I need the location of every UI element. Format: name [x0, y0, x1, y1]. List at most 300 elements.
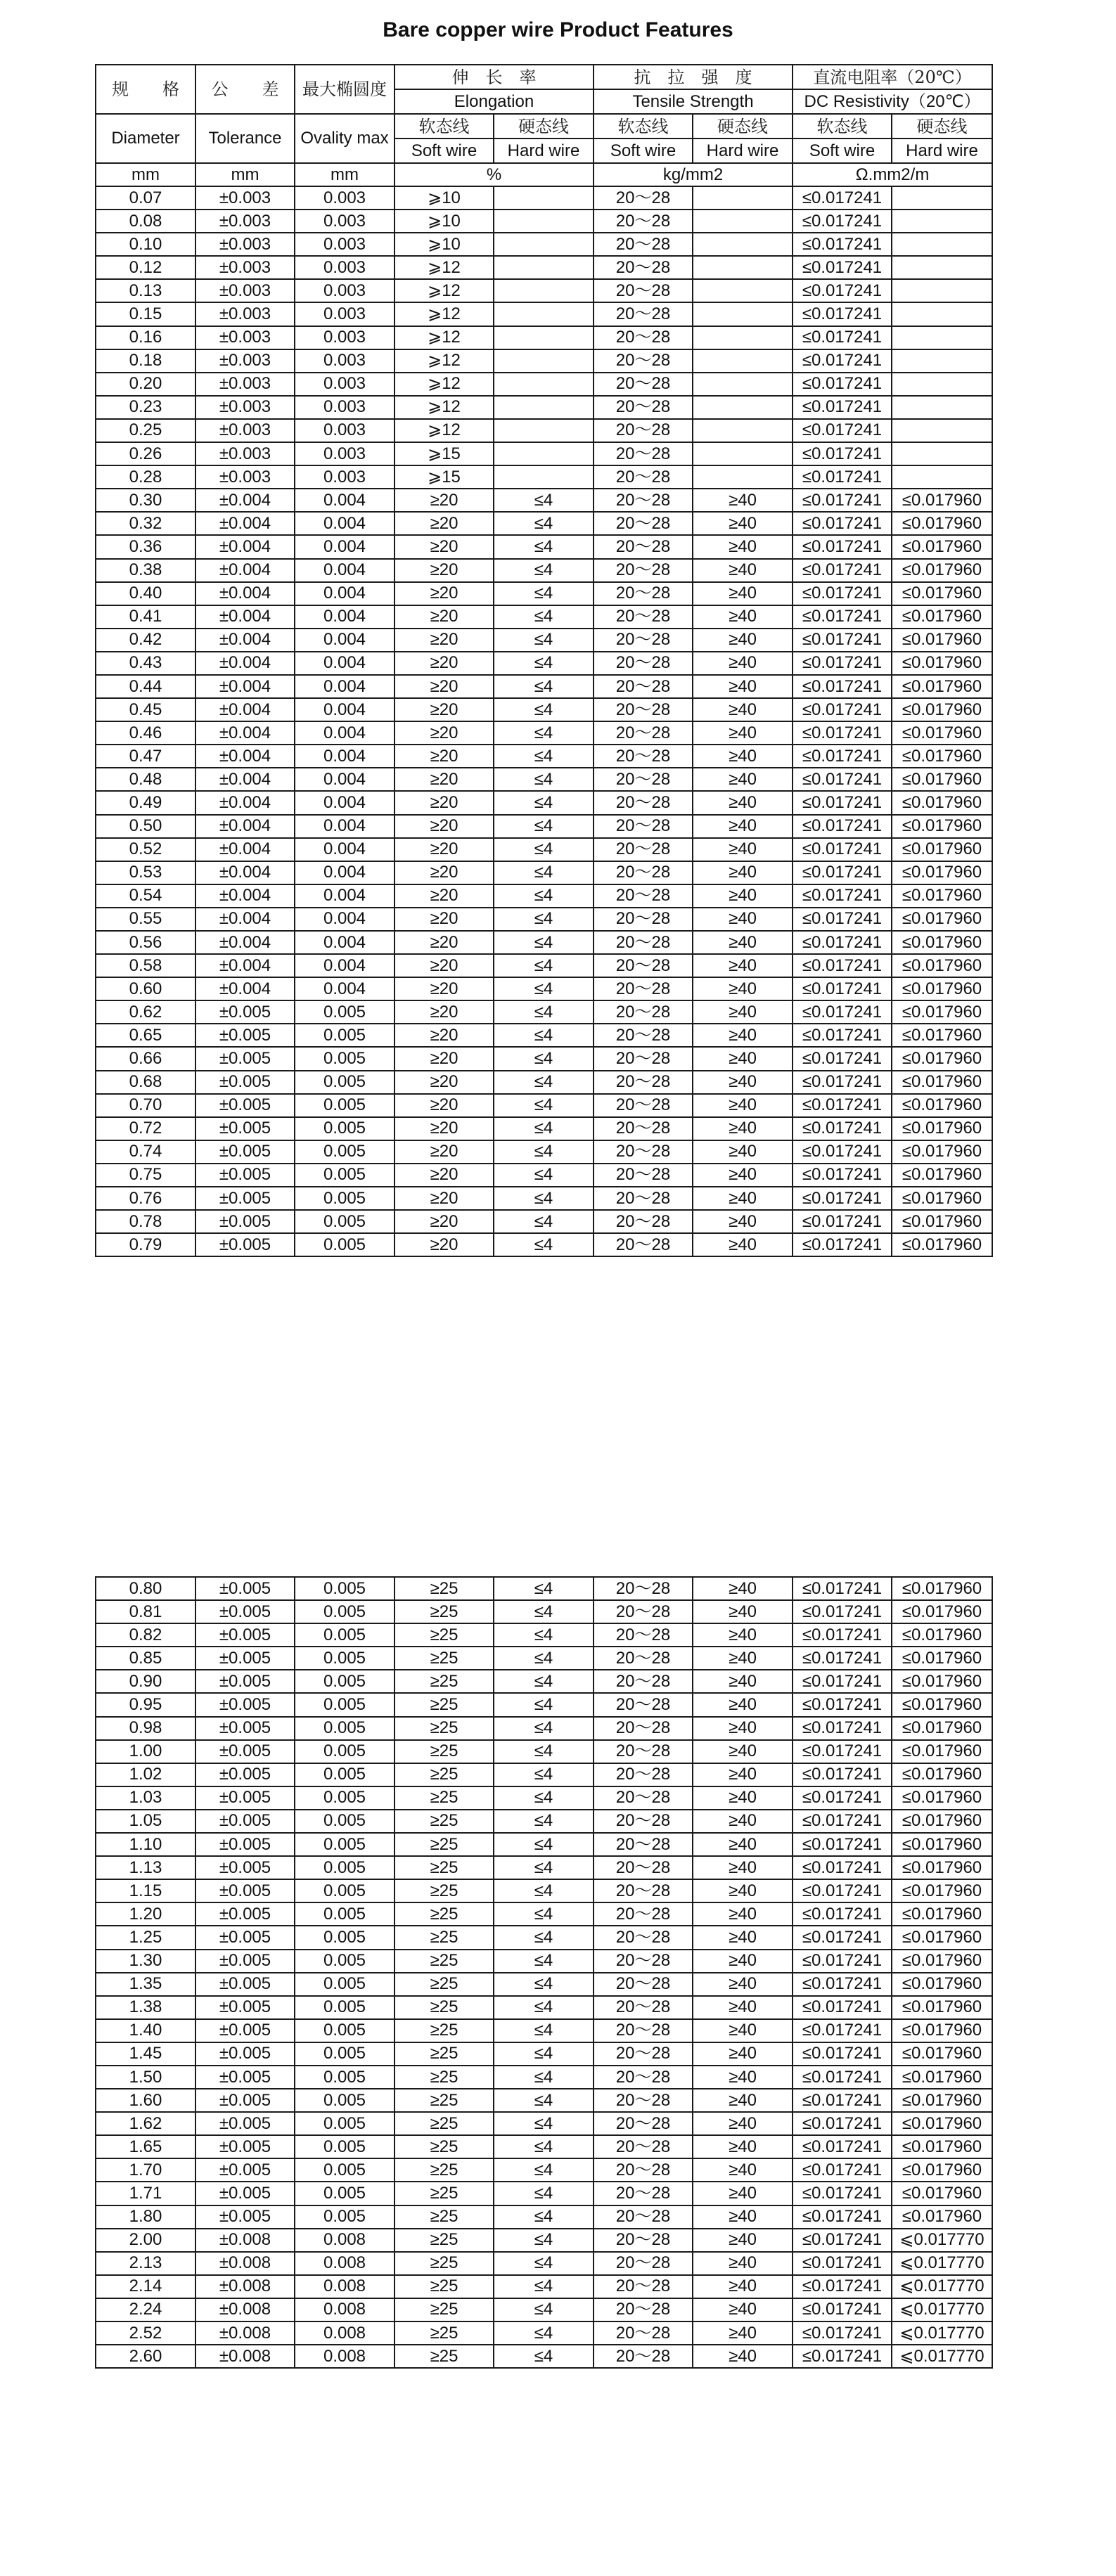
cell-tensile-soft: 20～28 [594, 721, 693, 745]
cell-ovality: 0.004 [295, 977, 395, 1000]
cell-diameter: 1.05 [96, 1810, 195, 1833]
cell-elongation-hard: ≤4 [494, 838, 594, 861]
cell-tolerance: ±0.004 [195, 954, 295, 977]
table-row [96, 1117, 992, 1140]
cell-tensile-hard [693, 326, 793, 349]
cell-resistivity-hard: ≤0.017960 [892, 1973, 992, 1996]
cell-elongation-soft: ≥20 [395, 1094, 494, 1117]
cell-tensile-soft: 20～28 [594, 1973, 693, 1996]
cell-tolerance: ±0.004 [195, 908, 295, 931]
cell-elongation-soft: ≥25 [395, 2252, 494, 2275]
cell-tensile-soft: 20～28 [594, 2112, 693, 2135]
cell-resistivity-hard: ≤0.017960 [892, 791, 992, 814]
cell-tensile-hard: ≥40 [693, 582, 793, 605]
header-elongation-soft-en: Soft wire [395, 139, 494, 163]
cell-ovality: 0.004 [295, 559, 395, 582]
cell-tensile-soft: 20～28 [594, 2275, 693, 2298]
cell-elongation-soft: ⩾15 [395, 465, 494, 489]
cell-elongation-soft: ≥25 [395, 2182, 494, 2205]
cell-resistivity-hard: ≤0.017960 [892, 908, 992, 931]
cell-resistivity-soft: ≤0.017241 [793, 1600, 892, 1623]
cell-resistivity-soft: ≤0.017241 [793, 1140, 892, 1164]
cell-tensile-soft: 20～28 [594, 698, 693, 721]
cell-elongation-hard: ≤4 [494, 2252, 594, 2275]
cell-elongation-soft: ≥20 [395, 1117, 494, 1140]
cell-tensile-soft: 20～28 [594, 2066, 693, 2089]
header-ovality-zh: 最大椭圆度 [295, 65, 395, 114]
cell-ovality: 0.004 [295, 861, 395, 884]
cell-tensile-hard [693, 442, 793, 465]
cell-tolerance: ±0.003 [195, 256, 295, 279]
cell-elongation-hard: ≤4 [494, 535, 594, 558]
cell-tensile-soft: 20～28 [594, 629, 693, 652]
table-row [96, 2205, 992, 2229]
cell-resistivity-hard: ≤0.017960 [892, 721, 992, 745]
cell-ovality: 0.005 [295, 1164, 395, 1187]
table-row [96, 2321, 992, 2345]
cell-elongation-hard: ≤4 [494, 1926, 594, 1949]
cell-tolerance: ±0.004 [195, 791, 295, 814]
cell-diameter: 0.55 [96, 908, 195, 931]
cell-elongation-hard: ≤4 [494, 2042, 594, 2066]
cell-elongation-soft: ≥25 [395, 1740, 494, 1763]
cell-tensile-hard: ≥40 [693, 1210, 793, 1233]
cell-resistivity-soft: ≤0.017241 [793, 2229, 892, 2252]
cell-elongation-hard [494, 373, 594, 396]
cell-elongation-hard: ≤4 [494, 559, 594, 582]
cell-ovality: 0.004 [295, 535, 395, 558]
cell-ovality: 0.005 [295, 1740, 395, 1763]
cell-ovality: 0.004 [295, 884, 395, 908]
cell-ovality: 0.004 [295, 512, 395, 535]
cell-resistivity-soft: ≤0.017241 [793, 559, 892, 582]
cell-tensile-hard: ≥40 [693, 1647, 793, 1670]
cell-tolerance: ±0.005 [195, 1210, 295, 1233]
cell-tensile-soft: 20～28 [594, 1187, 693, 1210]
cell-elongation-soft: ≥20 [395, 629, 494, 652]
cell-tensile-hard: ≥40 [693, 1233, 793, 1256]
cell-elongation-soft: ≥20 [395, 535, 494, 558]
cell-resistivity-soft: ≤0.017241 [793, 2089, 892, 2112]
cell-resistivity-hard: ≤0.017960 [892, 1071, 992, 1094]
cell-tensile-hard: ≥40 [693, 908, 793, 931]
cell-tensile-soft: 20～28 [594, 302, 693, 326]
cell-diameter: 0.50 [96, 815, 195, 838]
cell-resistivity-hard: ≤0.017960 [892, 2112, 992, 2135]
cell-diameter: 0.15 [96, 302, 195, 326]
cell-tensile-hard: ≥40 [693, 2112, 793, 2135]
table-row [96, 1926, 992, 1949]
cell-resistivity-soft: ≤0.017241 [793, 1071, 892, 1094]
cell-ovality: 0.004 [295, 954, 395, 977]
cell-ovality: 0.005 [295, 1623, 395, 1647]
cell-elongation-soft: ≥25 [395, 2345, 494, 2368]
cell-tensile-hard: ≥40 [693, 2135, 793, 2158]
cell-tensile-soft: 20～28 [594, 1740, 693, 1763]
cell-tensile-soft: 20～28 [594, 1763, 693, 1786]
table-row [96, 349, 992, 373]
cell-tensile-hard: ≥40 [693, 2298, 793, 2321]
table-row [96, 1810, 992, 1833]
cell-elongation-hard: ≤4 [494, 1996, 594, 2019]
cell-diameter: 1.30 [96, 1950, 195, 1973]
cell-ovality: 0.005 [295, 1810, 395, 1833]
header-elongation-hard-en: Hard wire [494, 139, 594, 163]
cell-tolerance: ±0.004 [195, 535, 295, 558]
cell-ovality: 0.004 [295, 745, 395, 768]
cell-ovality: 0.003 [295, 210, 395, 233]
cell-resistivity-soft: ≤0.017241 [793, 2321, 892, 2345]
cell-resistivity-hard [892, 256, 992, 279]
cell-resistivity-hard: ≤0.017960 [892, 1950, 992, 1973]
cell-tensile-hard: ≥40 [693, 1810, 793, 1833]
cell-elongation-hard: ≤4 [494, 1210, 594, 1233]
cell-diameter: 0.28 [96, 465, 195, 489]
table-row [96, 791, 992, 814]
cell-resistivity-soft: ≤0.017241 [793, 815, 892, 838]
cell-resistivity-hard: ⩽0.017770 [892, 2298, 992, 2321]
cell-ovality: 0.005 [295, 1996, 395, 2019]
cell-elongation-soft: ⩾10 [395, 233, 494, 256]
cell-elongation-soft: ⩾12 [395, 349, 494, 373]
cell-elongation-hard [494, 396, 594, 419]
cell-resistivity-soft: ≤0.017241 [793, 1717, 892, 1740]
cell-tolerance: ±0.003 [195, 442, 295, 465]
cell-ovality: 0.005 [295, 2089, 395, 2112]
cell-tolerance: ±0.005 [195, 2042, 295, 2066]
cell-elongation-hard: ≤4 [494, 1833, 594, 1856]
cell-resistivity-hard: ≤0.017960 [892, 629, 992, 652]
cell-tensile-soft: 20～28 [594, 582, 693, 605]
cell-tensile-soft: 20～28 [594, 1902, 693, 1926]
cell-resistivity-soft: ≤0.017241 [793, 2345, 892, 2368]
cell-tensile-soft: 20～28 [594, 2298, 693, 2321]
cell-elongation-soft: ⩾12 [395, 373, 494, 396]
table-row [96, 2182, 992, 2205]
cell-tensile-soft: 20～28 [594, 419, 693, 442]
cell-tolerance: ±0.005 [195, 1623, 295, 1647]
cell-diameter: 1.38 [96, 1996, 195, 2019]
cell-elongation-soft: ≥25 [395, 1693, 494, 1716]
table-row [96, 582, 992, 605]
cell-ovality: 0.003 [295, 419, 395, 442]
table-row [96, 512, 992, 535]
cell-diameter: 0.90 [96, 1670, 195, 1693]
cell-elongation-hard: ≤4 [494, 2089, 594, 2112]
cell-ovality: 0.005 [295, 1117, 395, 1140]
cell-resistivity-soft: ≤0.017241 [793, 1973, 892, 1996]
cell-ovality: 0.004 [295, 768, 395, 791]
cell-ovality: 0.005 [295, 1786, 395, 1810]
cell-elongation-soft: ≥20 [395, 908, 494, 931]
cell-tensile-hard: ≥40 [693, 1094, 793, 1117]
cell-diameter: 1.15 [96, 1879, 195, 1902]
cell-resistivity-hard [892, 233, 992, 256]
cell-resistivity-hard: ≤0.017960 [892, 1902, 992, 1926]
cell-resistivity-soft: ≤0.017241 [793, 791, 892, 814]
cell-tensile-hard: ≥40 [693, 2252, 793, 2275]
cell-tensile-hard: ≥40 [693, 768, 793, 791]
cell-resistivity-hard: ≤0.017960 [892, 1140, 992, 1164]
cell-tensile-soft: 20～28 [594, 2089, 693, 2112]
cell-diameter: 0.78 [96, 1210, 195, 1233]
cell-elongation-hard: ≤4 [494, 721, 594, 745]
cell-elongation-soft: ⩾12 [395, 326, 494, 349]
cell-tensile-hard [693, 210, 793, 233]
cell-elongation-soft: ≥20 [395, 721, 494, 745]
cell-ovality: 0.008 [295, 2345, 395, 2368]
cell-tolerance: ±0.005 [195, 1647, 295, 1670]
cell-elongation-soft: ≥20 [395, 489, 494, 512]
cell-tensile-soft: 20～28 [594, 535, 693, 558]
cell-elongation-hard: ≤4 [494, 1670, 594, 1693]
cell-tensile-hard: ≥40 [693, 1926, 793, 1949]
cell-resistivity-hard: ⩽0.017770 [892, 2252, 992, 2275]
header-tolerance-zh: 公 差 [195, 65, 295, 114]
cell-diameter: 1.25 [96, 1926, 195, 1949]
cell-resistivity-soft: ≤0.017241 [793, 2112, 892, 2135]
cell-elongation-hard: ≤4 [494, 1600, 594, 1623]
table-row [96, 815, 992, 838]
cell-ovality: 0.005 [295, 2182, 395, 2205]
table-row [96, 2135, 992, 2158]
cell-tensile-hard: ≥40 [693, 1879, 793, 1902]
cell-diameter: 0.54 [96, 884, 195, 908]
cell-tensile-soft: 20～28 [594, 2321, 693, 2345]
table-row [96, 1950, 992, 1973]
cell-diameter: 1.13 [96, 1856, 195, 1879]
cell-tolerance: ±0.004 [195, 721, 295, 745]
cell-tensile-soft: 20～28 [594, 1094, 693, 1117]
table-row [96, 535, 992, 558]
cell-tensile-soft: 20～28 [594, 1140, 693, 1164]
cell-elongation-hard: ≤4 [494, 1094, 594, 1117]
cell-tolerance: ±0.004 [195, 838, 295, 861]
cell-tensile-soft: 20～28 [594, 1164, 693, 1187]
cell-tensile-soft: 20～28 [594, 256, 693, 279]
cell-elongation-soft: ≥25 [395, 1879, 494, 1902]
cell-elongation-soft: ≥25 [395, 2275, 494, 2298]
cell-elongation-soft: ≥20 [395, 1233, 494, 1256]
cell-elongation-soft: ≥25 [395, 2205, 494, 2229]
cell-resistivity-soft: ≤0.017241 [793, 1950, 892, 1973]
cell-resistivity-hard [892, 442, 992, 465]
cell-elongation-hard: ≤4 [494, 1071, 594, 1094]
cell-tensile-soft: 20～28 [594, 2019, 693, 2042]
cell-elongation-hard: ≤4 [494, 791, 594, 814]
cell-ovality: 0.005 [295, 2112, 395, 2135]
cell-tensile-hard: ≥40 [693, 535, 793, 558]
cell-tensile-soft: 20～28 [594, 605, 693, 629]
header-tensile-soft-en: Soft wire [594, 139, 693, 163]
table-row [96, 1786, 992, 1810]
cell-tensile-soft: 20～28 [594, 977, 693, 1000]
cell-tensile-hard: ≥40 [693, 1833, 793, 1856]
cell-elongation-hard: ≤4 [494, 2345, 594, 2368]
cell-resistivity-hard: ≤0.017960 [892, 1117, 992, 1140]
cell-tensile-hard: ≥40 [693, 1140, 793, 1164]
cell-resistivity-hard: ≤0.017960 [892, 2205, 992, 2229]
cell-elongation-soft: ≥20 [395, 675, 494, 698]
cell-elongation-soft: ≥20 [395, 791, 494, 814]
cell-tolerance: ±0.005 [195, 1902, 295, 1926]
cell-elongation-soft: ≥25 [395, 1647, 494, 1670]
cell-tensile-soft: 20～28 [594, 884, 693, 908]
cell-tolerance: ±0.008 [195, 2229, 295, 2252]
cell-elongation-soft: ≥25 [395, 1902, 494, 1926]
cell-elongation-soft: ≥25 [395, 1950, 494, 1973]
cell-elongation-soft: ≥25 [395, 2135, 494, 2158]
cell-elongation-soft: ≥20 [395, 1140, 494, 1164]
cell-elongation-soft: ≥20 [395, 1071, 494, 1094]
cell-resistivity-soft: ≤0.017241 [793, 977, 892, 1000]
cell-tensile-hard [693, 233, 793, 256]
cell-tensile-hard: ≥40 [693, 1902, 793, 1926]
cell-tensile-hard: ≥40 [693, 2042, 793, 2066]
table-row [96, 768, 992, 791]
cell-resistivity-hard: ≤0.017960 [892, 489, 992, 512]
cell-tolerance: ±0.005 [195, 1071, 295, 1094]
cell-tolerance: ±0.004 [195, 559, 295, 582]
table-row [96, 954, 992, 977]
cell-ovality: 0.004 [295, 582, 395, 605]
cell-ovality: 0.003 [295, 233, 395, 256]
cell-tensile-hard [693, 373, 793, 396]
cell-tensile-hard: ≥40 [693, 2089, 793, 2112]
header-tensile-hard-zh: 硬态线 [693, 114, 793, 139]
cell-elongation-soft: ⩾12 [395, 419, 494, 442]
cell-resistivity-soft: ≤0.017241 [793, 1024, 892, 1047]
cell-resistivity-soft: ≤0.017241 [793, 1902, 892, 1926]
cell-tensile-hard: ≥40 [693, 1623, 793, 1647]
cell-elongation-hard: ≤4 [494, 745, 594, 768]
cell-elongation-hard [494, 256, 594, 279]
table-row [96, 1187, 992, 1210]
cell-tolerance: ±0.005 [195, 1856, 295, 1879]
cell-resistivity-soft: ≤0.017241 [793, 1187, 892, 1210]
cell-elongation-soft: ≥25 [395, 2089, 494, 2112]
cell-tensile-hard: ≥40 [693, 1071, 793, 1094]
cell-tensile-soft: 20～28 [594, 1856, 693, 1879]
cell-tensile-soft: 20～28 [594, 559, 693, 582]
cell-elongation-soft: ≥20 [395, 861, 494, 884]
cell-tensile-hard: ≥40 [693, 1047, 793, 1070]
cell-diameter: 1.50 [96, 2066, 195, 2089]
cell-diameter: 1.45 [96, 2042, 195, 2066]
header-tensile-zh: 抗 拉 强 度 [594, 65, 793, 89]
cell-diameter: 2.24 [96, 2298, 195, 2321]
cell-tensile-soft: 20～28 [594, 1117, 693, 1140]
cell-tensile-hard: ≥40 [693, 2205, 793, 2229]
cell-elongation-soft: ≥25 [395, 1600, 494, 1623]
cell-elongation-hard: ≤4 [494, 1879, 594, 1902]
cell-resistivity-hard: ≤0.017960 [892, 2089, 992, 2112]
cell-resistivity-hard: ≤0.017960 [892, 1670, 992, 1693]
header-tensile-hard-en: Hard wire [693, 139, 793, 163]
cell-elongation-hard: ≤4 [494, 1000, 594, 1024]
cell-elongation-soft: ≥25 [395, 2321, 494, 2345]
cell-resistivity-soft: ≤0.017241 [793, 1094, 892, 1117]
cell-resistivity-hard: ≤0.017960 [892, 1833, 992, 1856]
cell-tensile-hard: ≥40 [693, 559, 793, 582]
cell-diameter: 0.80 [96, 1577, 195, 1600]
table-row [96, 1973, 992, 1996]
cell-diameter: 0.43 [96, 652, 195, 675]
cell-elongation-hard: ≤4 [494, 815, 594, 838]
cell-ovality: 0.005 [295, 1210, 395, 1233]
table-row [96, 210, 992, 233]
cell-resistivity-hard: ≤0.017960 [892, 1763, 992, 1786]
cell-resistivity-hard: ⩽0.017770 [892, 2275, 992, 2298]
table-row [96, 884, 992, 908]
cell-tolerance: ±0.005 [195, 1600, 295, 1623]
cell-tolerance: ±0.005 [195, 1024, 295, 1047]
table-row [96, 1140, 992, 1164]
cell-diameter: 0.95 [96, 1693, 195, 1716]
cell-diameter: 0.13 [96, 279, 195, 302]
cell-elongation-hard: ≤4 [494, 1164, 594, 1187]
cell-elongation-soft: ≥25 [395, 2229, 494, 2252]
cell-diameter: 0.40 [96, 582, 195, 605]
cell-tolerance: ±0.005 [195, 1140, 295, 1164]
header-resistivity-hard-zh: 硬态线 [892, 114, 992, 139]
cell-tensile-soft: 20～28 [594, 954, 693, 977]
cell-elongation-hard: ≤4 [494, 629, 594, 652]
cell-tensile-soft: 20～28 [594, 1000, 693, 1024]
cell-tensile-soft: 20～28 [594, 373, 693, 396]
header-resistivity-soft-zh: 软态线 [793, 114, 892, 139]
cell-tensile-soft: 20～28 [594, 512, 693, 535]
cell-resistivity-soft: ≤0.017241 [793, 489, 892, 512]
cell-tensile-hard [693, 465, 793, 489]
cell-elongation-soft: ≥20 [395, 931, 494, 954]
cell-resistivity-hard [892, 210, 992, 233]
table-row [96, 559, 992, 582]
cell-elongation-hard: ≤4 [494, 582, 594, 605]
cell-resistivity-hard [892, 396, 992, 419]
cell-elongation-hard [494, 210, 594, 233]
cell-tolerance: ±0.004 [195, 582, 295, 605]
cell-tolerance: ±0.004 [195, 629, 295, 652]
cell-tolerance: ±0.003 [195, 396, 295, 419]
cell-elongation-hard: ≤4 [494, 931, 594, 954]
cell-ovality: 0.005 [295, 2205, 395, 2229]
cell-elongation-hard [494, 233, 594, 256]
header-elongation-en: Elongation [395, 89, 594, 114]
cell-elongation-soft: ≥25 [395, 2112, 494, 2135]
cell-ovality: 0.005 [295, 1024, 395, 1047]
cell-tolerance: ±0.005 [195, 2019, 295, 2042]
table-row [96, 2298, 992, 2321]
cell-tolerance: ±0.003 [195, 302, 295, 326]
cell-elongation-soft: ≥20 [395, 512, 494, 535]
cell-tolerance: ±0.005 [195, 1117, 295, 1140]
cell-resistivity-soft: ≤0.017241 [793, 210, 892, 233]
cell-resistivity-soft: ≤0.017241 [793, 1047, 892, 1070]
cell-tensile-hard: ≥40 [693, 605, 793, 629]
cell-resistivity-soft: ≤0.017241 [793, 465, 892, 489]
cell-tensile-hard: ≥40 [693, 1950, 793, 1973]
cell-elongation-soft: ⩾12 [395, 279, 494, 302]
cell-elongation-hard: ≤4 [494, 1810, 594, 1833]
cell-resistivity-hard [892, 279, 992, 302]
header-resistivity-en: DC Resistivity（20℃） [793, 89, 992, 114]
cell-tolerance: ±0.003 [195, 210, 295, 233]
cell-elongation-soft: ≥20 [395, 1047, 494, 1070]
cell-diameter: 0.16 [96, 326, 195, 349]
cell-diameter: 0.18 [96, 349, 195, 373]
cell-diameter: 0.65 [96, 1024, 195, 1047]
